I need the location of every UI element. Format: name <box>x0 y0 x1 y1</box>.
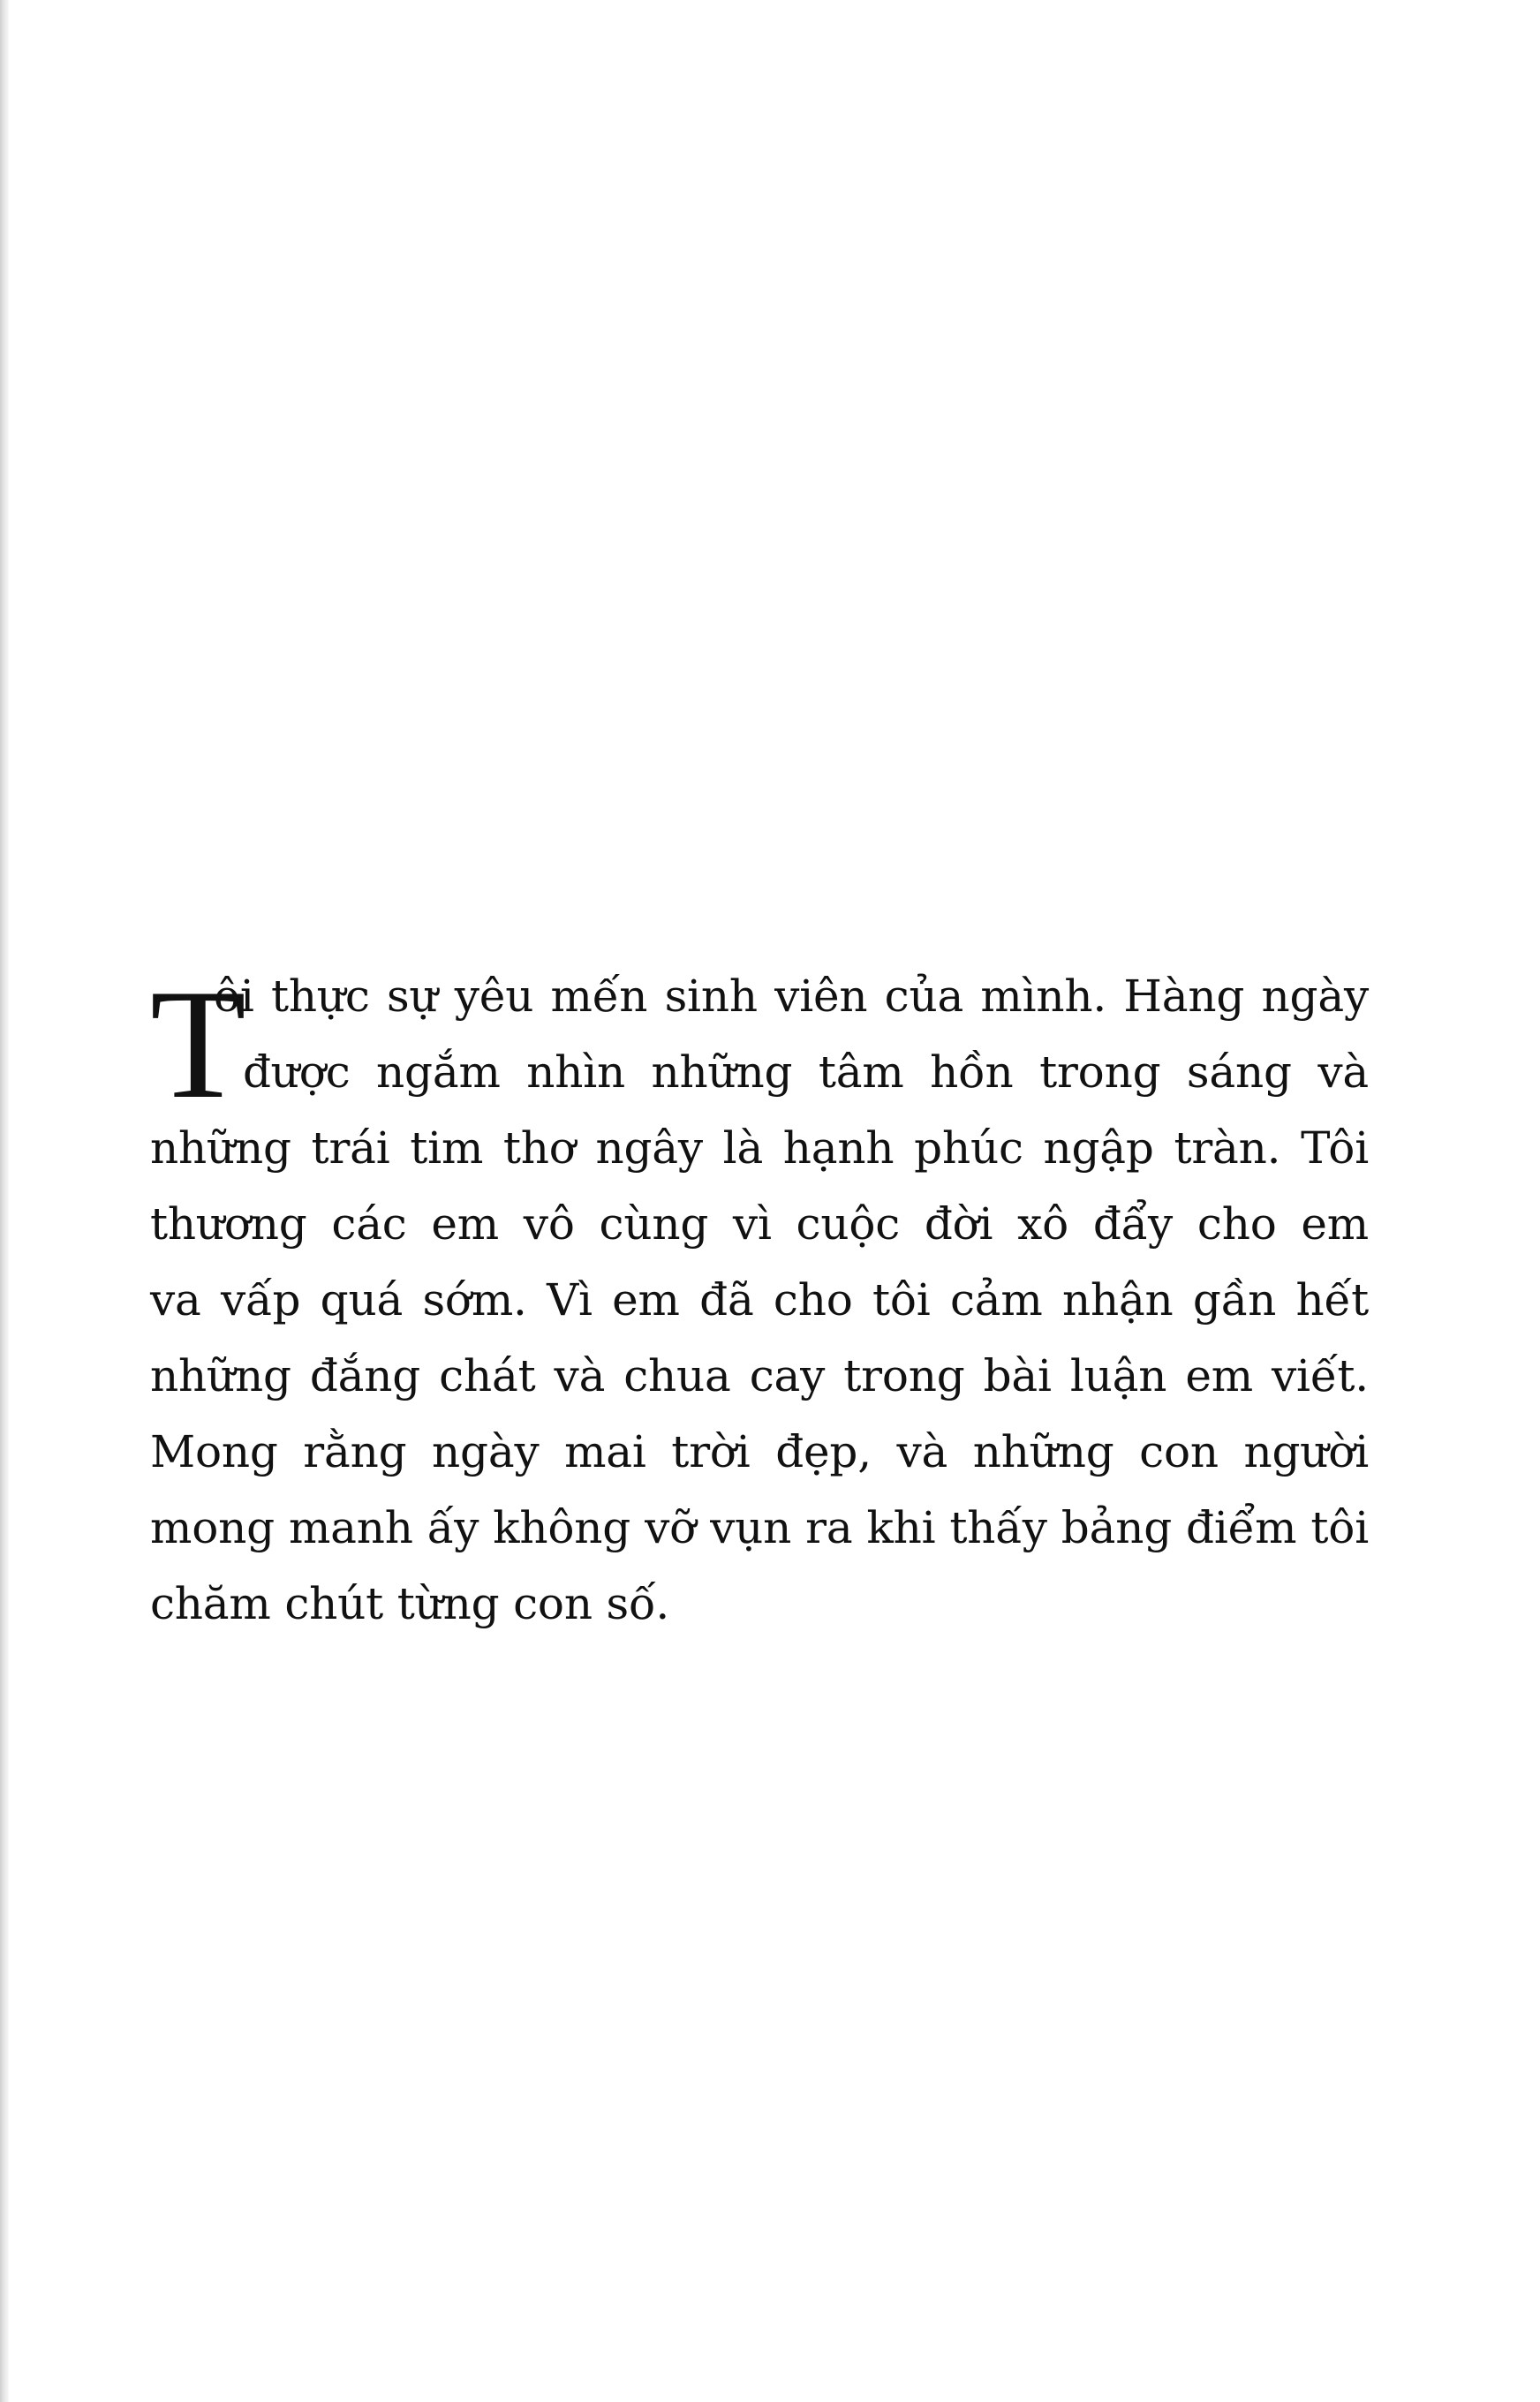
page-edge <box>0 0 9 2402</box>
text-line: chăm chút từng con số. <box>150 1578 670 1629</box>
text-line: va vấp quá sớm. Vì em đã cho tôi cảm nhận gần hết <box>150 1274 1369 1326</box>
text-line: ôi thực sự yêu mến sinh viên của mình. Hàng ngày <box>214 971 1369 1022</box>
text-line: những đắng chát và chua cay trong bài luận em viết. <box>150 1350 1369 1401</box>
text-line: những trái tim thơ ngây là hạnh phúc ngập tràn. Tôi <box>150 1122 1369 1174</box>
text-line: mong manh ấy không vỡ vụn ra khi thấy bảng điểm tôi <box>150 1502 1369 1553</box>
text-line: được ngắm nhìn những tâm hồn trong sáng và <box>243 1046 1369 1098</box>
text-line: thương các em vô cùng vì cuộc đời xô đẩy cho em <box>150 1198 1369 1250</box>
text-line: Mong rằng ngày mai trời đẹp, và những con người <box>150 1426 1369 1477</box>
drop-cap: T <box>150 956 246 1131</box>
